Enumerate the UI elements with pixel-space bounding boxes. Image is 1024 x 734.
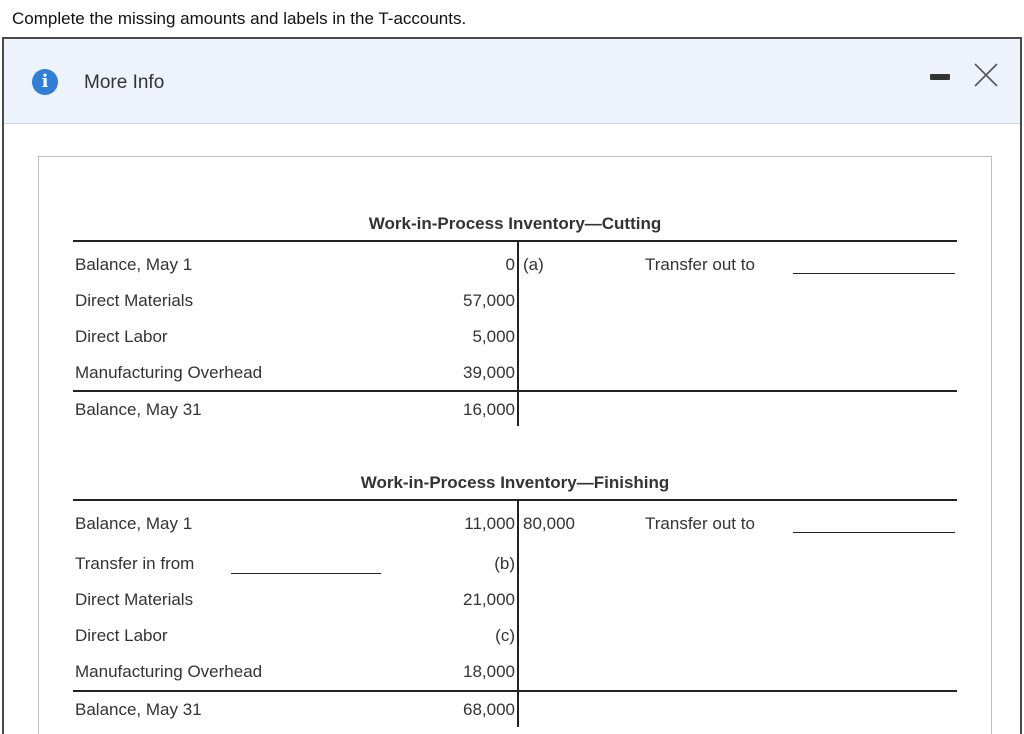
cutting-credit-label: Transfer out to [645, 255, 755, 274]
t-accounts-panel [38, 156, 992, 734]
row-amount: 57,000 [463, 291, 515, 310]
row-amount: 5,000 [472, 327, 515, 346]
row-label: Balance, May 1 [75, 514, 193, 533]
finishing-row-direct-labor [73, 618, 957, 654]
cutting-credit-amount: (a) [523, 255, 544, 274]
row-amount: 21,000 [463, 590, 515, 609]
cutting-title: Work-in-Process Inventory—Cutting [368, 214, 662, 233]
finishing-row-balance-may1 [73, 506, 957, 542]
cutting-row-balance-may1 [73, 247, 957, 283]
info-icon: i [32, 69, 58, 95]
row-amount: (c) [495, 626, 515, 645]
cutting-row-direct-labor [73, 319, 957, 355]
finishing-transfer-out-blank[interactable] [793, 532, 955, 533]
row-label: Balance, May 31 [75, 400, 202, 419]
instruction-text: Complete the missing amounts and labels in the T-accounts. [12, 9, 467, 28]
row-amount: 39,000 [463, 363, 515, 382]
row-label: Balance, May 31 [75, 700, 202, 719]
row-label: Direct Labor [75, 626, 168, 645]
finishing-row-manufacturing-overhead [73, 654, 957, 690]
finishing-title-rule [73, 499, 957, 501]
finishing-title: Work-in-Process Inventory—Finishing [360, 473, 670, 492]
row-label: Manufacturing Overhead [75, 662, 263, 681]
cutting-transfer-out-blank[interactable] [793, 273, 955, 274]
row-amount: 18,000 [463, 662, 515, 681]
minimize-icon[interactable] [930, 74, 950, 80]
cutting-title-rule [73, 240, 957, 242]
taccount-cutting [73, 157, 957, 437]
row-label: Direct Materials [75, 291, 194, 310]
finishing-credit-amount: 80,000 [523, 514, 575, 533]
cutting-row-direct-materials [73, 283, 957, 319]
cutting-row-manufacturing-overhead [73, 355, 957, 391]
more-info-dialog [2, 37, 1022, 734]
row-label: Balance, May 1 [75, 255, 193, 274]
row-amount: 0 [505, 255, 515, 274]
close-icon[interactable] [972, 61, 1000, 89]
dialog-title: More Info [84, 72, 165, 93]
finishing-row-direct-materials [73, 582, 957, 618]
row-amount: (b) [494, 554, 515, 573]
finishing-row-transfer-in [73, 546, 957, 582]
taccount-finishing [73, 417, 957, 734]
finishing-transfer-in-blank[interactable] [231, 573, 381, 574]
dialog-header [4, 39, 1020, 124]
row-label: Direct Materials [75, 590, 194, 609]
row-amount: 68,000 [463, 700, 515, 719]
row-amount: 16,000 [463, 400, 515, 419]
finishing-credit-label: Transfer out to [645, 514, 755, 533]
row-label: Direct Labor [75, 327, 168, 346]
row-label: Transfer in from [75, 554, 195, 573]
finishing-row-balance-may31 [73, 692, 957, 728]
row-label: Manufacturing Overhead [75, 363, 263, 382]
row-amount: 11,000 [464, 514, 515, 533]
